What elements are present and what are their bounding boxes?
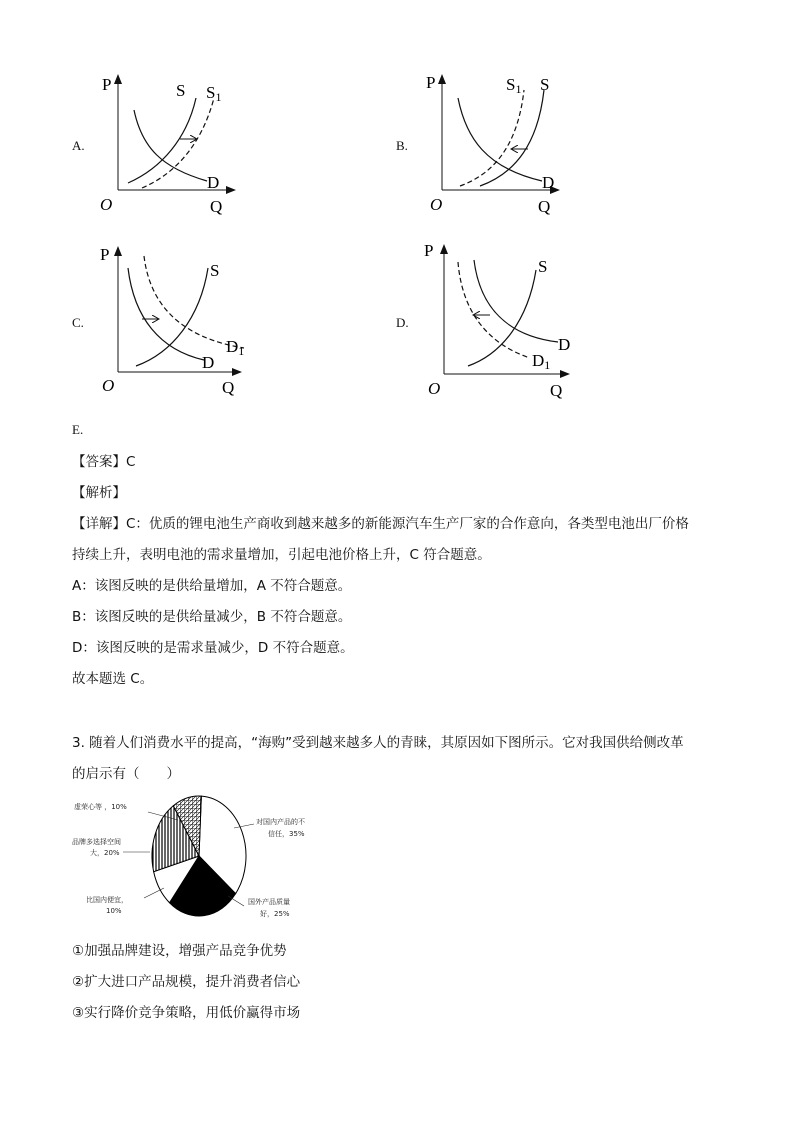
pie-chart	[68, 792, 338, 924]
axis-label-p: P	[100, 245, 110, 264]
option-d-graph	[418, 236, 588, 400]
pie-label-brands-2: 大，20%	[90, 849, 120, 857]
curve-label-s1: S1	[506, 75, 522, 96]
pie-label-quality-1: 国外产品质量	[248, 898, 290, 906]
detail-b-note: B：该图反映的是供给量减少，B 不符合题意。	[72, 609, 352, 625]
curve-label-d: D	[202, 353, 215, 372]
origin-label: O	[430, 195, 443, 214]
answer-value: C	[126, 454, 136, 470]
detail-line-1: 【详解】C：优质的锂电池生产商收到越来越多的新能源汽车生产厂家的合作意向，各类型电池出厂价格	[72, 516, 689, 532]
answer-line	[72, 452, 135, 472]
detail-d-note: D：该图反映的是需求量减少，D 不符合题意。	[72, 640, 354, 656]
pie-label-distrust-1: 对国内产品的不	[256, 818, 305, 826]
option-b-graph	[416, 68, 566, 218]
axis-label-p: P	[426, 73, 436, 92]
origin-label: O	[428, 379, 441, 398]
axis-label-q: Q	[538, 197, 551, 216]
axis-label-p: P	[424, 241, 434, 260]
pie-label-vanity: 虚荣心等 ，10%	[74, 803, 127, 811]
option-e-letter: E.	[72, 422, 84, 437]
pie-label-brands-1: 品牌多选择空间	[72, 838, 121, 846]
supply-curve-s	[468, 270, 536, 366]
axis-label-p: P	[102, 75, 112, 94]
curve-label-s1: S1	[206, 83, 222, 104]
answer-label: 【答案】	[72, 454, 126, 470]
curve-label-d1: D1	[532, 351, 551, 372]
option-a-letter: A.	[72, 138, 85, 153]
option-c-letter: C.	[72, 315, 84, 330]
curve-label-s: S	[538, 257, 548, 276]
axis-label-q: Q	[210, 197, 223, 216]
pie-label-quality-2: 好，25%	[260, 910, 290, 918]
curve-label-d1: D1	[226, 337, 245, 358]
curve-label-s: S	[176, 81, 186, 100]
pie-label-distrust-2: 信任，35%	[268, 830, 305, 838]
demand-curve-d1	[144, 256, 244, 348]
supply-curve-s	[128, 98, 196, 183]
option-a-graph	[92, 68, 242, 218]
choice-3: ③实行降价竞争策略，用低价赢得市场	[72, 1005, 301, 1021]
origin-label: O	[100, 195, 113, 214]
supply-curve-s1	[142, 98, 214, 188]
demand-curve-d	[458, 98, 542, 181]
curve-label-s: S	[540, 75, 550, 94]
choice-2: ②扩大进口产品规模，提升消费者信心	[72, 974, 301, 990]
curve-label-s: S	[210, 261, 220, 280]
detail-conclusion: 故本题选 C。	[72, 671, 154, 687]
pie-label-cheaper-2: 10%	[106, 907, 122, 915]
choice-1: ①加强品牌建设，增强产品竞争优势	[72, 943, 287, 959]
curve-label-d: D	[542, 173, 555, 192]
detail-line-2: 持续上升，表明电池的需求量增加，引起电池价格上升，C 符合题意。	[72, 547, 491, 563]
question-3-stem-line-2: 的启示有（ ）	[72, 766, 180, 782]
curve-label-d: D	[558, 335, 571, 354]
curve-label-d: D	[207, 173, 220, 192]
question-3-stem-line-1: 3. 随着人们消费水平的提高，“海购”受到越来越多人的青睐，其原因如下图所示。它对我国供给侧改革	[72, 735, 684, 751]
analysis-label: 【解析】	[72, 485, 126, 501]
option-c-graph	[92, 238, 262, 400]
option-d-letter: D.	[396, 315, 409, 330]
axis-label-q: Q	[550, 381, 563, 400]
pie-label-cheaper-1: 比国内便宜，	[86, 896, 128, 904]
axis-label-q: Q	[222, 378, 235, 397]
option-b-letter: B.	[396, 138, 408, 153]
detail-a-note: A：该图反映的是供给量增加，A 不符合题意。	[72, 578, 352, 594]
origin-label: O	[102, 376, 115, 395]
supply-curve-s	[136, 268, 208, 366]
